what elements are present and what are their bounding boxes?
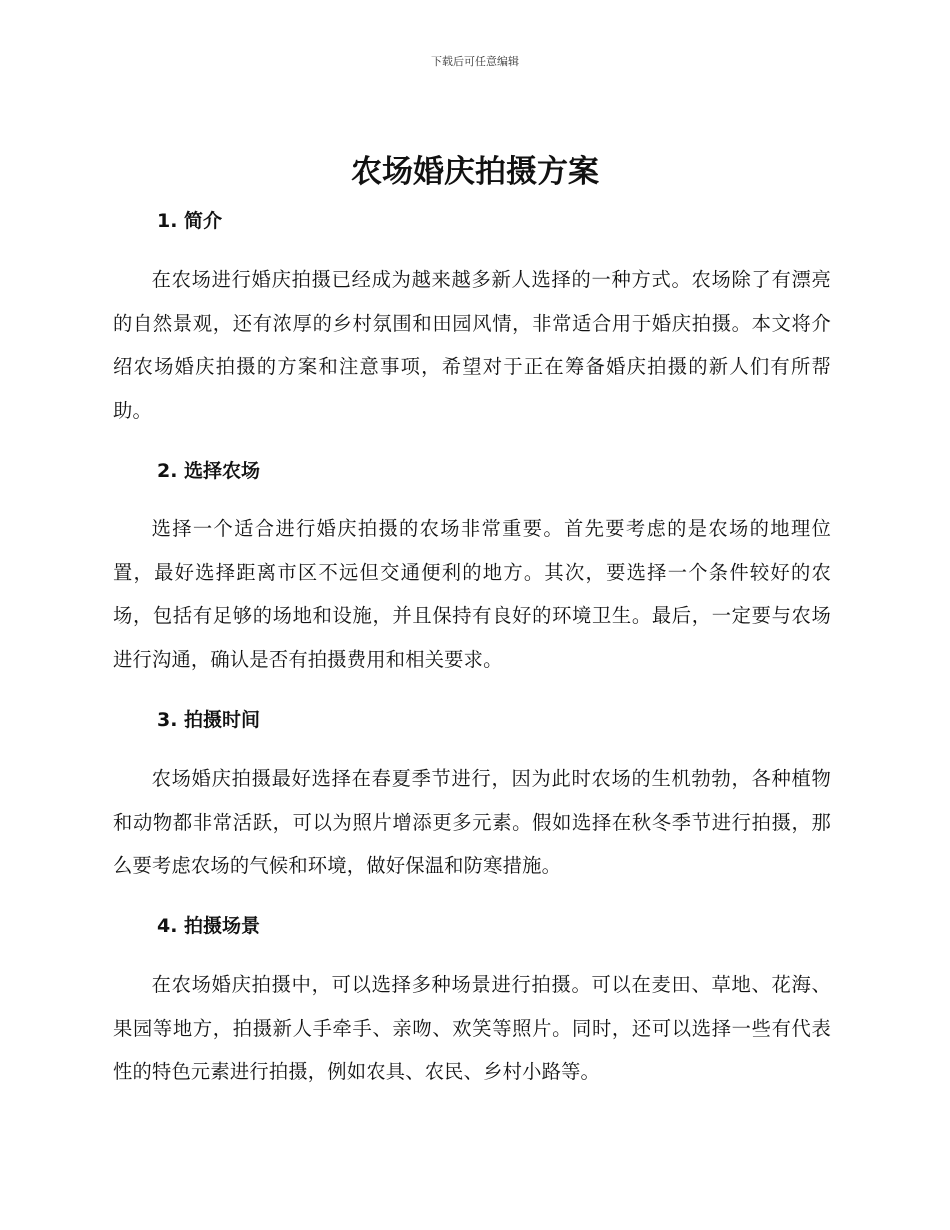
section-body-shooting-time: 农场婚庆拍摄最好选择在春夏季节进行，因为此时农场的生机勃勃，各种植物和动物都非常活跃，可以为照片增添更多元素。假如选择在秋冬季节进行拍摄，那么要考虑农场的气候和环境，做好保温和防寒措施。 [113, 767, 831, 877]
section-body-intro: 在农场进行婚庆拍摄已经成为越来越多新人选择的一种方式。农场除了有漂亮的自然景观，还有浓厚的乡村氛围和田园风情，非常适合用于婚庆拍摄。本文将介绍农场婚庆拍摄的方案和注意事项，希望对于正在筹备婚庆拍摄的新人们有所帮助。 [113, 268, 831, 422]
section-body-shooting-scenes: 在农场婚庆拍摄中，可以选择多种场景进行拍摄。可以在麦田、草地、花海、果园等地方，拍摄新人手牵手、亲吻、欢笑等照片。同时，还可以选择一些有代表性的特色元素进行拍摄，例如农具、农民、乡村小路等。 [113, 973, 831, 1083]
section-heading-shooting-time: 3. 拍摄时间 [157, 709, 261, 731]
section-heading-intro: 1. 简介 [157, 210, 223, 232]
section-heading-choose-farm: 2. 选择农场 [157, 460, 261, 482]
section-body-choose-farm: 选择一个适合进行婚庆拍摄的农场非常重要。首先要考虑的是农场的地理位置，最好选择距离市区不远但交通便利的地方。其次，要选择一个条件较好的农场，包括有足够的场地和设施，并且保持有良好的环境卫生。最后，一定要与农场进行沟通，确认是否有拍摄费用和相关要求。 [113, 517, 831, 671]
document-title: 农场婚庆拍摄方案 [351, 154, 599, 190]
section-heading-shooting-scenes: 4. 拍摄场景 [157, 915, 261, 937]
header-note: 下载后可任意编辑 [431, 55, 519, 68]
